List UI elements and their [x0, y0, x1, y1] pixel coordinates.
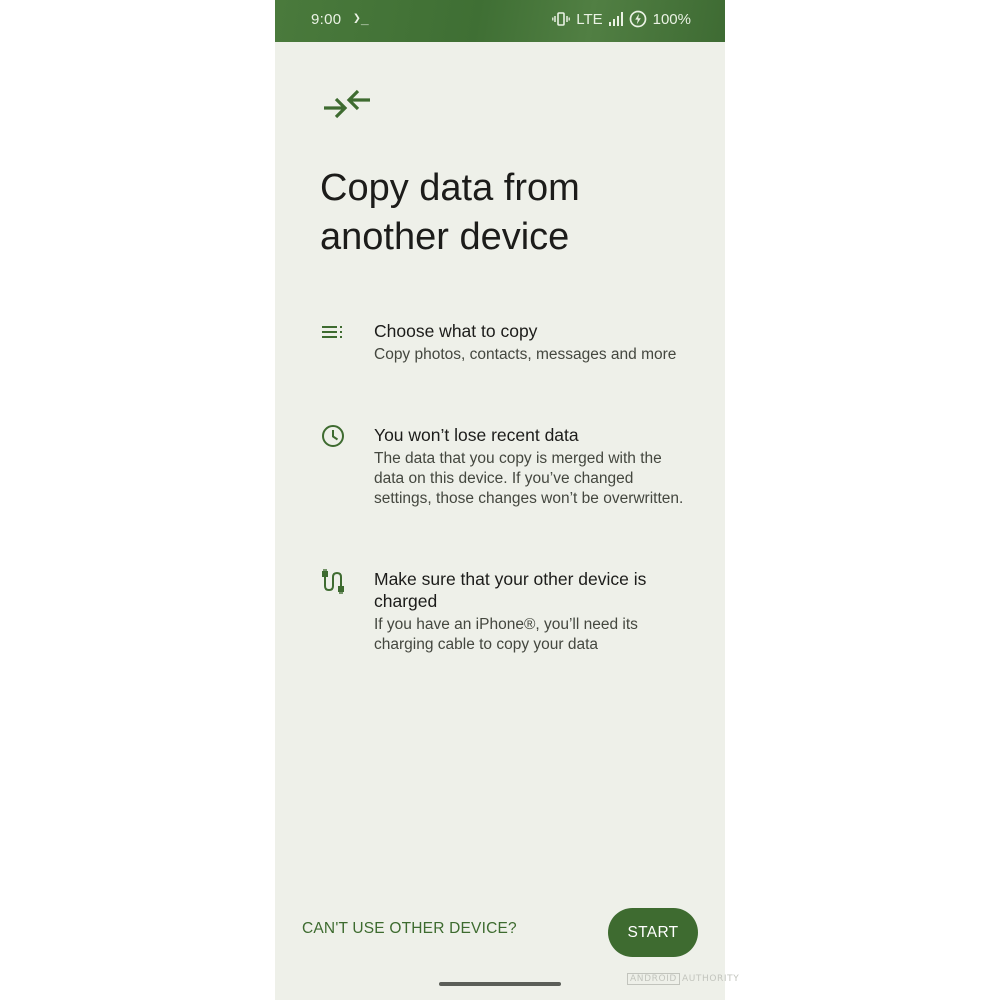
feature-heading: Make sure that your other device is charged — [374, 569, 647, 611]
cant-use-other-device-button[interactable]: CAN'T USE OTHER DEVICE? — [302, 920, 517, 937]
status-bar — [275, 0, 725, 42]
feature-text — [374, 568, 694, 655]
terminal-icon: ❯_ — [353, 11, 369, 26]
feature-heading: You won’t lose recent data — [374, 425, 579, 445]
status-indicators — [552, 10, 691, 28]
feature-body: Copy photos, contacts, messages and more — [374, 346, 677, 363]
status-time: 9:00 — [311, 11, 342, 28]
transfer-arrows-icon — [323, 88, 371, 124]
home-indicator[interactable] — [439, 982, 561, 986]
feature-text — [374, 424, 694, 509]
start-button[interactable]: START — [608, 908, 698, 957]
network-type: LTE — [576, 10, 603, 28]
list-icon — [319, 320, 347, 348]
watermark-left: ANDROID — [627, 973, 680, 985]
feature-text — [374, 320, 694, 365]
signal-icon — [609, 12, 623, 26]
watermark — [627, 974, 739, 984]
feature-heading: Choose what to copy — [374, 321, 538, 341]
battery-percent: 100% — [652, 10, 691, 28]
vibrate-icon — [552, 11, 570, 27]
phone-screen — [275, 0, 740, 1000]
battery-charging-icon — [629, 10, 647, 28]
watermark-right: AUTHORITY — [681, 974, 740, 984]
feature-body: The data that you copy is merged with the data on this device. If you’ve changed settings, those changes won’t be overwritten. — [374, 450, 684, 507]
feature-body: If you have an iPhone®, you’ll need its charging cable to copy your data — [374, 616, 638, 653]
cable-icon — [319, 568, 347, 596]
page-title: Copy data from another device — [320, 167, 580, 258]
clock-icon — [319, 424, 347, 452]
